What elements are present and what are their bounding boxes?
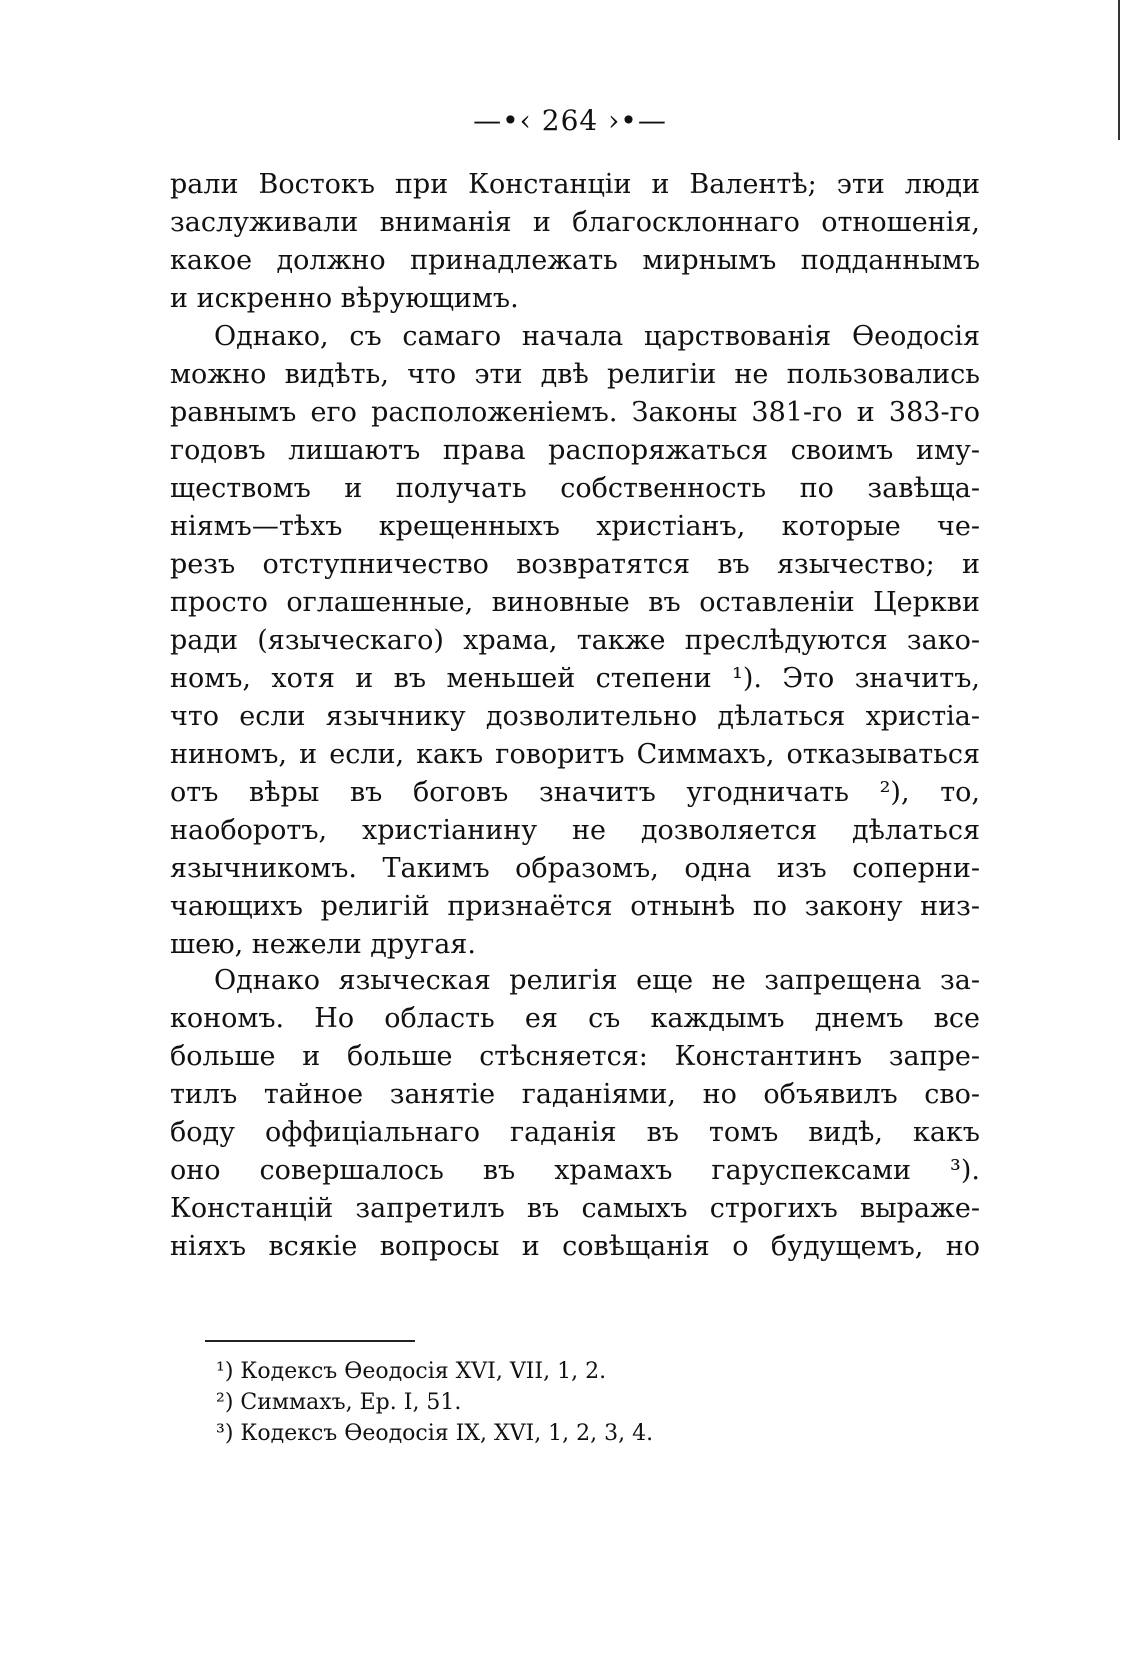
text-line: номъ, хотя и въ меньшей степени ¹). Это значитъ, (170, 663, 980, 694)
text-line: что если язычнику дозволительно дѣлаться христіа- (170, 701, 980, 732)
text-line: резъ отступничество возвратятся въ язычество; и (170, 549, 980, 580)
text-line: кономъ. Но область ея съ каждымъ днемъ все (170, 1003, 980, 1034)
text-line: оно совершалось въ храмахъ гаруспексами ³). (170, 1155, 980, 1186)
text-line: Однако, съ самаго начала царствованія Ѳеодосія (214, 321, 980, 352)
text-line: ществомъ и получать собственность по завѣща- (170, 473, 980, 504)
text-line: заслуживали вниманія и благосклоннаго отношенія, (170, 207, 980, 238)
footnote-3: ³) Кодексъ Ѳеодосія IX, XVI, 1, 2, 3, 4. (216, 1421, 654, 1446)
text-line: больше и больше стѣсняется: Константинъ запре- (170, 1041, 980, 1072)
paragraph-1 (170, 166, 980, 318)
footnotes (216, 1356, 976, 1449)
text-line: Однако языческая религія еще не запрещена за- (214, 965, 980, 996)
footnote-1: ¹) Кодексъ Ѳеодосія XVI, VII, 1, 2. (216, 1359, 607, 1384)
text-line: можно видѣть, что эти двѣ религіи не пользовались (170, 359, 980, 390)
text-line: ради (языческаго) храма, также преслѣдуются зако- (170, 625, 980, 656)
text-line: шею, нежели другая. (170, 929, 476, 960)
footnote-divider (205, 1340, 415, 1342)
text-line: отъ вѣры въ боговъ значитъ угодничать ²), то, (170, 777, 980, 808)
paragraph-3 (170, 962, 980, 1266)
text-line: тилъ тайное занятіе гаданіями, но объявилъ сво- (170, 1079, 980, 1110)
text-line: ніяхъ всякіе вопросы и совѣщанія о будущемъ, но (170, 1231, 980, 1262)
text-line: боду оффиціальнаго гаданія въ томъ видѣ, какъ (170, 1117, 980, 1148)
text-line: годовъ лишаютъ права распоряжаться своимъ иму- (170, 435, 980, 466)
text-line: какое должно принадлежать мирнымъ подданнымъ (170, 245, 980, 276)
text-line: ниномъ, и если, какъ говоритъ Симмахъ, отказываться (170, 739, 980, 770)
text-line: чающихъ религій признаётся отнынѣ по закону низ- (170, 891, 980, 922)
text-line: наоборотъ, христіанину не дозволяется дѣлаться (170, 815, 980, 846)
text-line: и искренно вѣрующимъ. (170, 283, 519, 314)
text-line: рали Востокъ при Констанціи и Валентѣ; эти люди (170, 169, 980, 200)
paragraph-2 (170, 318, 980, 964)
footnote-2: ²) Симмахъ, Ер. I, 51. (216, 1390, 462, 1415)
text-line: ніямъ—тѣхъ крещенныхъ христіанъ, которые че- (170, 511, 980, 542)
text-line: язычникомъ. Такимъ образомъ, одна изъ соперни- (170, 853, 980, 884)
text-line: просто оглашенные, виновные въ оставленіи Церкви (170, 587, 980, 618)
text-line: Констанцій запретилъ въ самыхъ строгихъ выраже- (170, 1193, 980, 1224)
text-line: равнымъ его расположеніемъ. Законы 381-го и 383-го (170, 397, 980, 428)
page-number-header: —•‹ 264 ›•— (473, 104, 667, 137)
